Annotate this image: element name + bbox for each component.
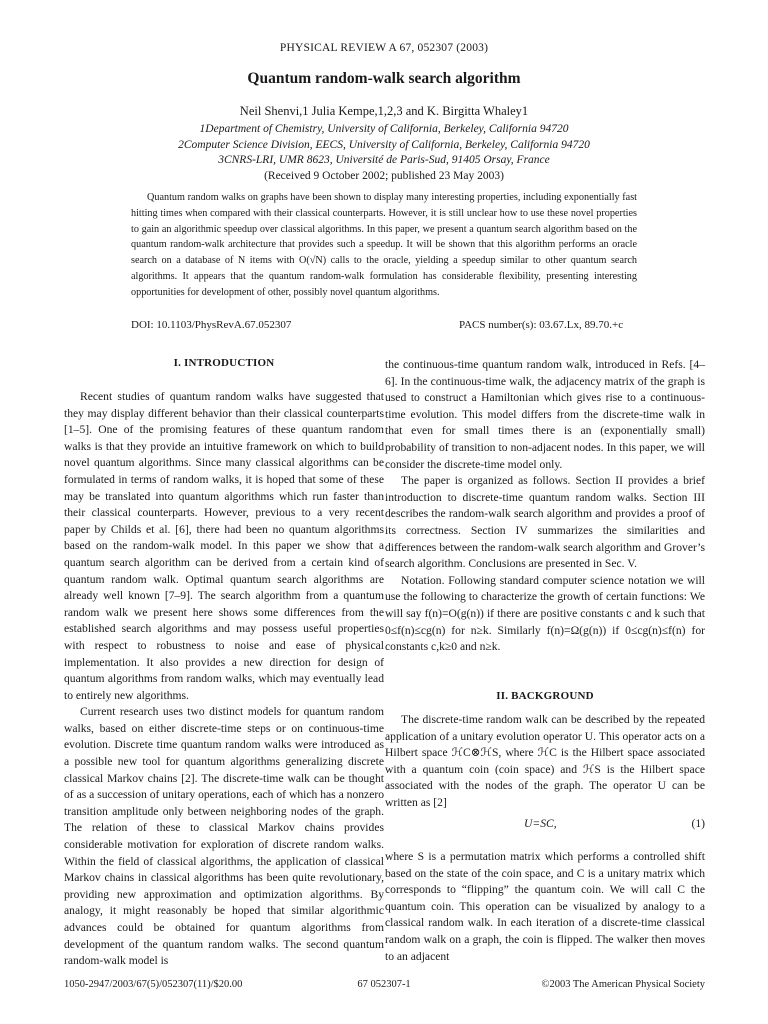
- intro-paragraph-1: Recent studies of quantum random walks have suggested that they may display different behavior than their classical counterparts [1–5]. One of the promising features of these quantum random walks is that they provide an intuitive framework on which to build novel quantum algorithms. Since many classical algorithms can be formulated in terms of random walks, it is hoped that some of these may be translated into quantum algorithms which run faster than their classical counterparts. However, previous to a very recent paper by Childs et al. [6], there had been no quantum algorithms based on the random-walk model. In this paper we show that a quantum search algorithm can be derived from a certain kind of quantum random walk. Optimal quantum search algorithms are already well known [7–9]. The search algorithm from a quantum random walk we present here shows some differences from the established search algorithms and may possess useful properties with respect to robustness to noise and ease of physical implementation. It also provides a new direction for design of quantum algorithms from random walks, which may eventually lead to entirely new algorithms.: [64, 390, 384, 702]
- affiliation-2: 2Computer Science Division, EECS, University of California, Berkeley, California 94720: [178, 138, 590, 151]
- background-paragraph-1: The discrete-time random walk can be described by the repeated application of a unitary evolution operator U. This operator acts on a Hilbert space ℋC⊗ℋS, where ℋC is the Hilbert space associated with a quantum coin (coin space) and ℋS is the Hilbert space associated with the nodes of the graph. The operator U can be written as [2]: [385, 713, 705, 809]
- affiliations: [0, 122, 768, 169]
- equation-number: (1): [691, 817, 705, 830]
- left-column: [64, 389, 384, 970]
- notation-paragraph: Notation. Following standard computer science notation we will use the following to characterize the growth of certain functions: We will say f(n)=O(g(n)) if there are positive constants c and k such that 0≤f(n)≤cg(n) for n≥k. Similarly f(n)=Ω(g(n)) if 0≤cg(n)≤f(n) for constants c,k≥0 and n≥k.: [385, 573, 705, 654]
- pacs-numbers: PACS number(s): 03.67.Lx, 89.70.+c: [459, 319, 624, 331]
- section-heading-background: II. BACKGROUND: [496, 690, 594, 702]
- affiliation-3: 3CNRS-LRI, UMR 8623, Université de Paris-Sud, 91405 Orsay, France: [218, 154, 550, 166]
- intro-paragraph-2: Current research uses two distinct models for quantum random walks, based on either discrete-time steps or on continuous-time evolution. Discrete time quantum random walks were introduced as a possible new tool for quantum algorithms generalizing discrete classical Markov chains [2]. The discrete-time walk can be thought of as a succession of unitary operations, each of which has a nonzero transition amplitude only between neighboring nodes of the graph. The relation of these to classical Markov chains provides considerable motivation for exploration of discrete random walks. Within the field of classical algorithms, the application of classical Markov chains in classical algorithms has been quite revolutionary, providing new approximation and optimization algorithms. By analogy, it might reasonably be hoped that similar algorithmic advances could be obtained for quantum algorithms from development of the quantum random walks. The second quantum random-walk model is: [64, 705, 384, 968]
- journal-header: PHYSICAL REVIEW A 67, 052307 (2003): [279, 42, 489, 54]
- continuous-walk-paragraph: the continuous-time quantum random walk, introduced in Refs. [4–6]. In the continuous-time walk, the adjacency matrix of the graph is used to construct a Hamiltonian which gives rise to a continuous-time evolution. This model differs from the discrete-time walk in that even for small times there is an (exponentially small) probability of transition to non-adjacent nodes. In this paper, we will consider the discrete-time model only.: [385, 358, 705, 471]
- section-heading-introduction: I. INTRODUCTION: [173, 357, 275, 369]
- author-list: Neil Shenvi,1 Julia Kempe,1,2,3 and K. Birgitta Whaley1: [239, 104, 529, 118]
- right-column-top: [385, 357, 705, 656]
- paper-title: Quantum random-walk search algorithm: [247, 70, 521, 87]
- abstract: Quantum random walks on graphs have been shown to display many interesting properties, including exponentially fast hitting times when compared with their classical counterparts. However, it is still unclear how to use these novel properties to gain an algorithmic speedup over classical algorithms. In this paper, we present a quantum search algorithm based on the quantum random-walk architecture that provides such a speedup. It will be shown that this algorithm performs an oracle search on a database of N items with O(√N) calls to the oracle, yielding a speedup similar to other quantum search algorithms. It appears that the quantum random-walk formulation has considerable flexibility, presenting interesting opportunities for development of other, possibly novel quantum algorithms.: [131, 192, 637, 298]
- equation-text: U=SC,: [524, 817, 557, 830]
- background-text-continued: [385, 849, 705, 965]
- doi-link[interactable]: DOI: 10.1103/PhysRevA.67.052307: [131, 319, 292, 331]
- affiliation-1: 1Department of Chemistry, University of California, Berkeley, California 94720: [199, 123, 569, 135]
- footer-page-number: 67 052307-1: [357, 979, 411, 990]
- organization-paragraph: The paper is organized as follows. Section II provides a brief introduction to discrete-time quantum random walks. Section III describes the random-walk search algorithm and provides a proof of its correctness. Section IV summarizes the similarities and differences between the random-walk search algorithm and Grover’s search algorithm. Conclusions are presented in Sec. V.: [385, 474, 705, 571]
- background-text: [385, 712, 705, 812]
- equation-1: [385, 817, 705, 837]
- received-dates: (Received 9 October 2002; published 23 May 2003): [264, 170, 504, 182]
- background-paragraph-2: where S is a permutation matrix which performs a controlled shift based on the state of the coin space, and C is a unitary matrix which corresponds to “flipping” the quantum coin. We will call C the quantum coin. This operation can be visualized by analogy to a classical random walk. In each iteration of a discrete-time classical random walk on a graph, the coin is flipped. The walker then moves to an adjacent: [385, 850, 705, 963]
- footer-issn: 1050-2947/2003/67(5)/052307(11)/$20.00: [64, 979, 243, 990]
- footer-copyright: ©2003 The American Physical Society: [541, 979, 705, 990]
